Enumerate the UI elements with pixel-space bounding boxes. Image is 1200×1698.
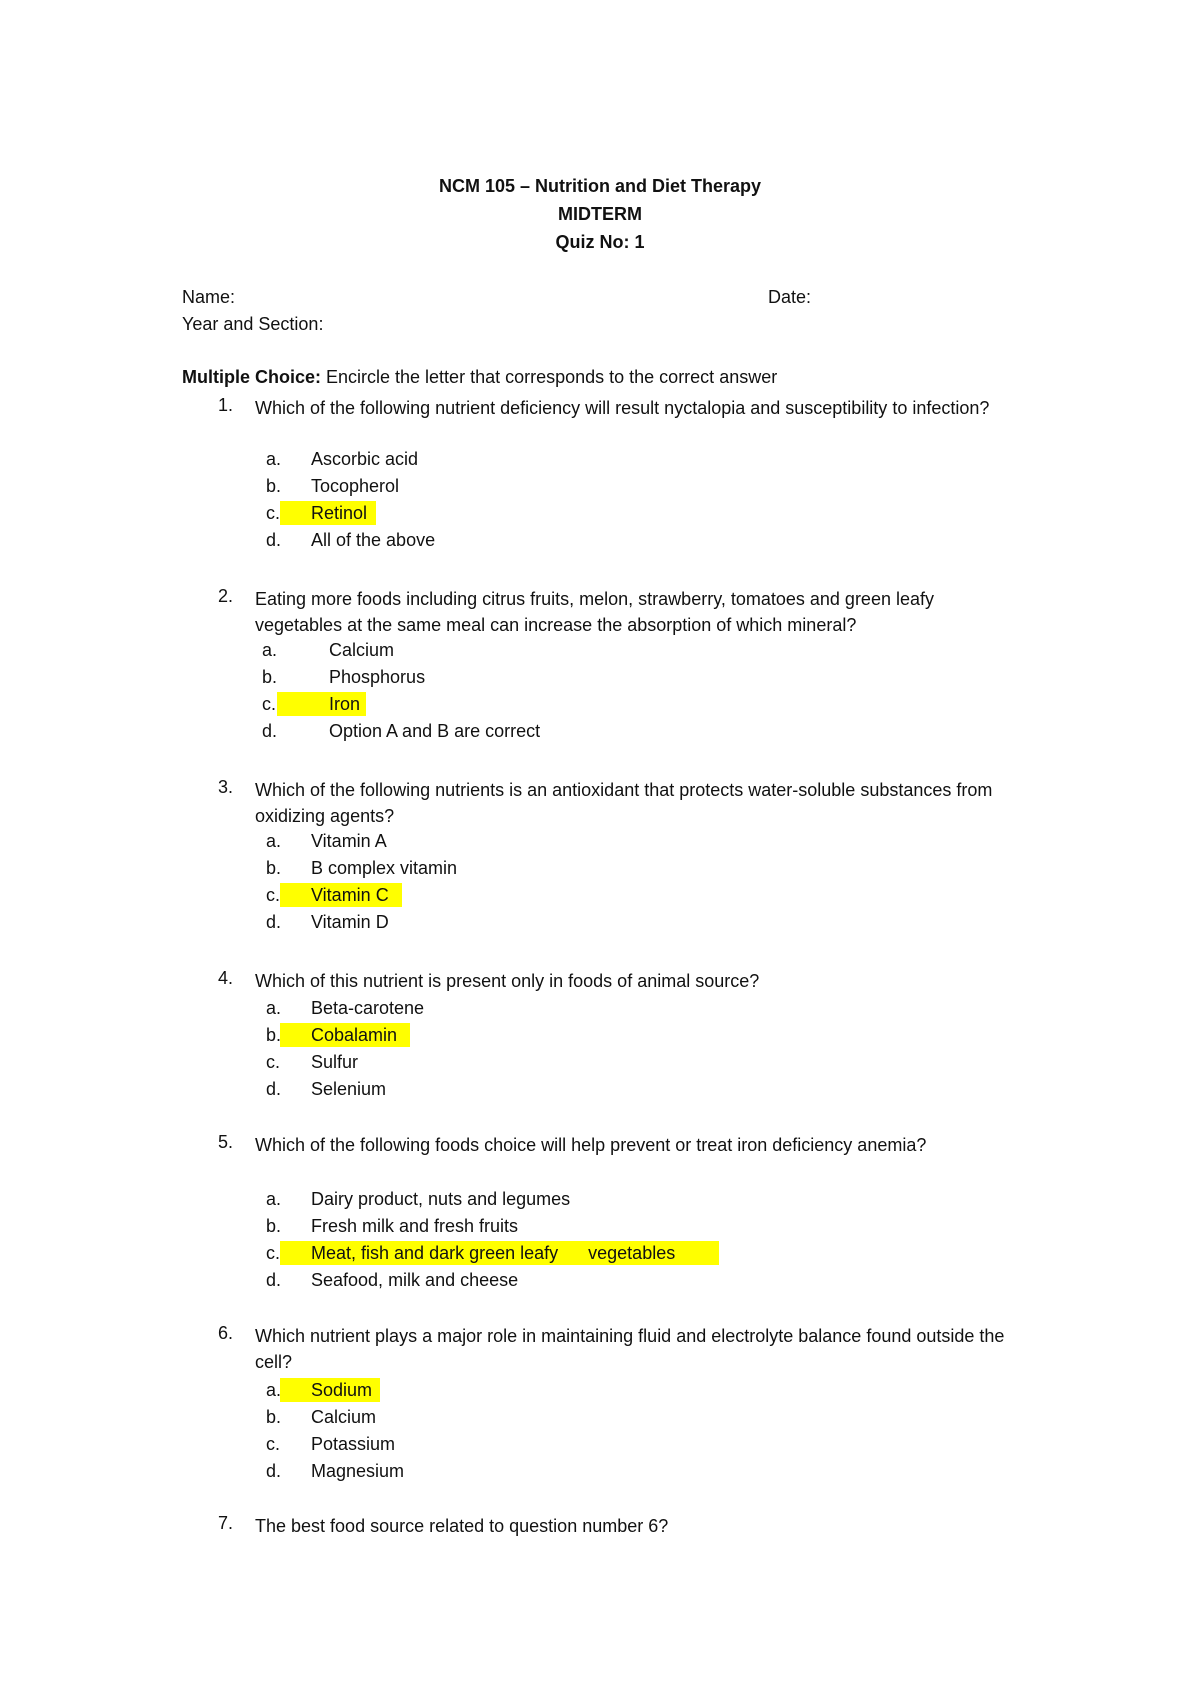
question-text: Which nutrient plays a major role in maintaining fluid and electrolyte balance found outside the cell?	[255, 1326, 1005, 1372]
option-text: Selenium	[311, 1079, 387, 1099]
option-letter: a.	[266, 831, 282, 851]
option-letter: c.	[266, 1434, 281, 1454]
option-letter: b.	[266, 1216, 282, 1236]
option-letter: b.	[266, 1407, 282, 1427]
year-section-label: Year and Section:	[182, 314, 324, 334]
date-label: Date:	[768, 287, 812, 307]
option-text: Cobalamin	[311, 1025, 398, 1045]
question-number: 7.	[218, 1513, 234, 1533]
option-letter: a.	[266, 1380, 282, 1400]
option-letter: d.	[266, 912, 282, 932]
question-text: Which of the following nutrients is an antioxidant that protects water-soluble substances from oxidizing agents?	[255, 780, 993, 826]
question-number: 1.	[218, 395, 234, 415]
option-letter: a.	[266, 449, 282, 469]
instructions-heading: Multiple Choice:	[182, 367, 321, 387]
option-text: Calcium	[329, 640, 395, 660]
term-title: MIDTERM	[558, 204, 642, 224]
option-letter: a.	[262, 640, 278, 660]
option-letter: b.	[266, 1025, 282, 1045]
option-text: Tocopherol	[311, 476, 400, 496]
option-letter: d.	[262, 721, 278, 741]
option-text: Iron	[329, 694, 361, 714]
option-text: Meat, fish and dark green leafy vegetables	[311, 1243, 676, 1263]
option-text: Sodium	[311, 1380, 373, 1400]
question-number: 4.	[218, 968, 234, 988]
option-letter: c.	[266, 503, 281, 523]
option-text: Vitamin A	[311, 831, 387, 851]
question-number: 3.	[218, 777, 234, 797]
option-letter: d.	[266, 1461, 282, 1481]
option-text: Potassium	[311, 1434, 396, 1454]
option-text: Retinol	[311, 503, 368, 523]
option-letter: c.	[266, 885, 281, 905]
option-text: B complex vitamin	[311, 858, 458, 878]
option-text: Seafood, milk and cheese	[311, 1270, 519, 1290]
option-letter: c.	[262, 694, 277, 714]
option-text: Beta-carotene	[311, 998, 425, 1018]
option-letter: b.	[266, 858, 282, 878]
option-letter: d.	[266, 1079, 282, 1099]
option-text: Dairy product, nuts and legumes	[311, 1189, 571, 1209]
option-text: Phosphorus	[329, 667, 426, 687]
question-text: Which of the following foods choice will help prevent or treat iron deficiency anemia?	[255, 1135, 927, 1155]
option-text: Option A and B are correct	[329, 721, 541, 741]
question-number: 6.	[218, 1323, 234, 1343]
question-text: Eating more foods including citrus fruits, melon, strawberry, tomatoes and green leafy vegetables at the same meal can increase the absorption of which mineral?	[255, 589, 934, 635]
option-text: Sulfur	[311, 1052, 359, 1072]
option-letter: d.	[266, 530, 282, 550]
option-letter: b.	[262, 667, 278, 687]
option-text: Magnesium	[311, 1461, 405, 1481]
option-letter: d.	[266, 1270, 282, 1290]
question-number: 5.	[218, 1132, 234, 1152]
option-text: All of the above	[311, 530, 436, 550]
instructions-text: Encircle the letter that corresponds to the correct answer	[321, 367, 778, 387]
option-text: Vitamin C	[311, 885, 389, 905]
instructions	[182, 367, 777, 388]
name-label: Name:	[182, 287, 236, 307]
course-title: NCM 105 – Nutrition and Diet Therapy	[438, 176, 762, 196]
quiz-number: Quiz No: 1	[555, 232, 645, 252]
option-text: Ascorbic acid	[311, 449, 419, 469]
option-letter: a.	[266, 1189, 282, 1209]
question-text: The best food source related to question number 6?	[255, 1516, 669, 1536]
option-letter: c.	[266, 1052, 281, 1072]
option-letter: b.	[266, 476, 282, 496]
option-letter: a.	[266, 998, 282, 1018]
question-number: 2.	[218, 586, 234, 606]
option-text: Calcium	[311, 1407, 377, 1427]
option-text: Fresh milk and fresh fruits	[311, 1216, 519, 1236]
option-text: Vitamin D	[311, 912, 389, 932]
option-letter: c.	[266, 1243, 281, 1263]
question-text: Which of this nutrient is present only in foods of animal source?	[255, 971, 760, 991]
question-text: Which of the following nutrient deficiency will result nyctalopia and susceptibility to infection?	[255, 398, 990, 418]
